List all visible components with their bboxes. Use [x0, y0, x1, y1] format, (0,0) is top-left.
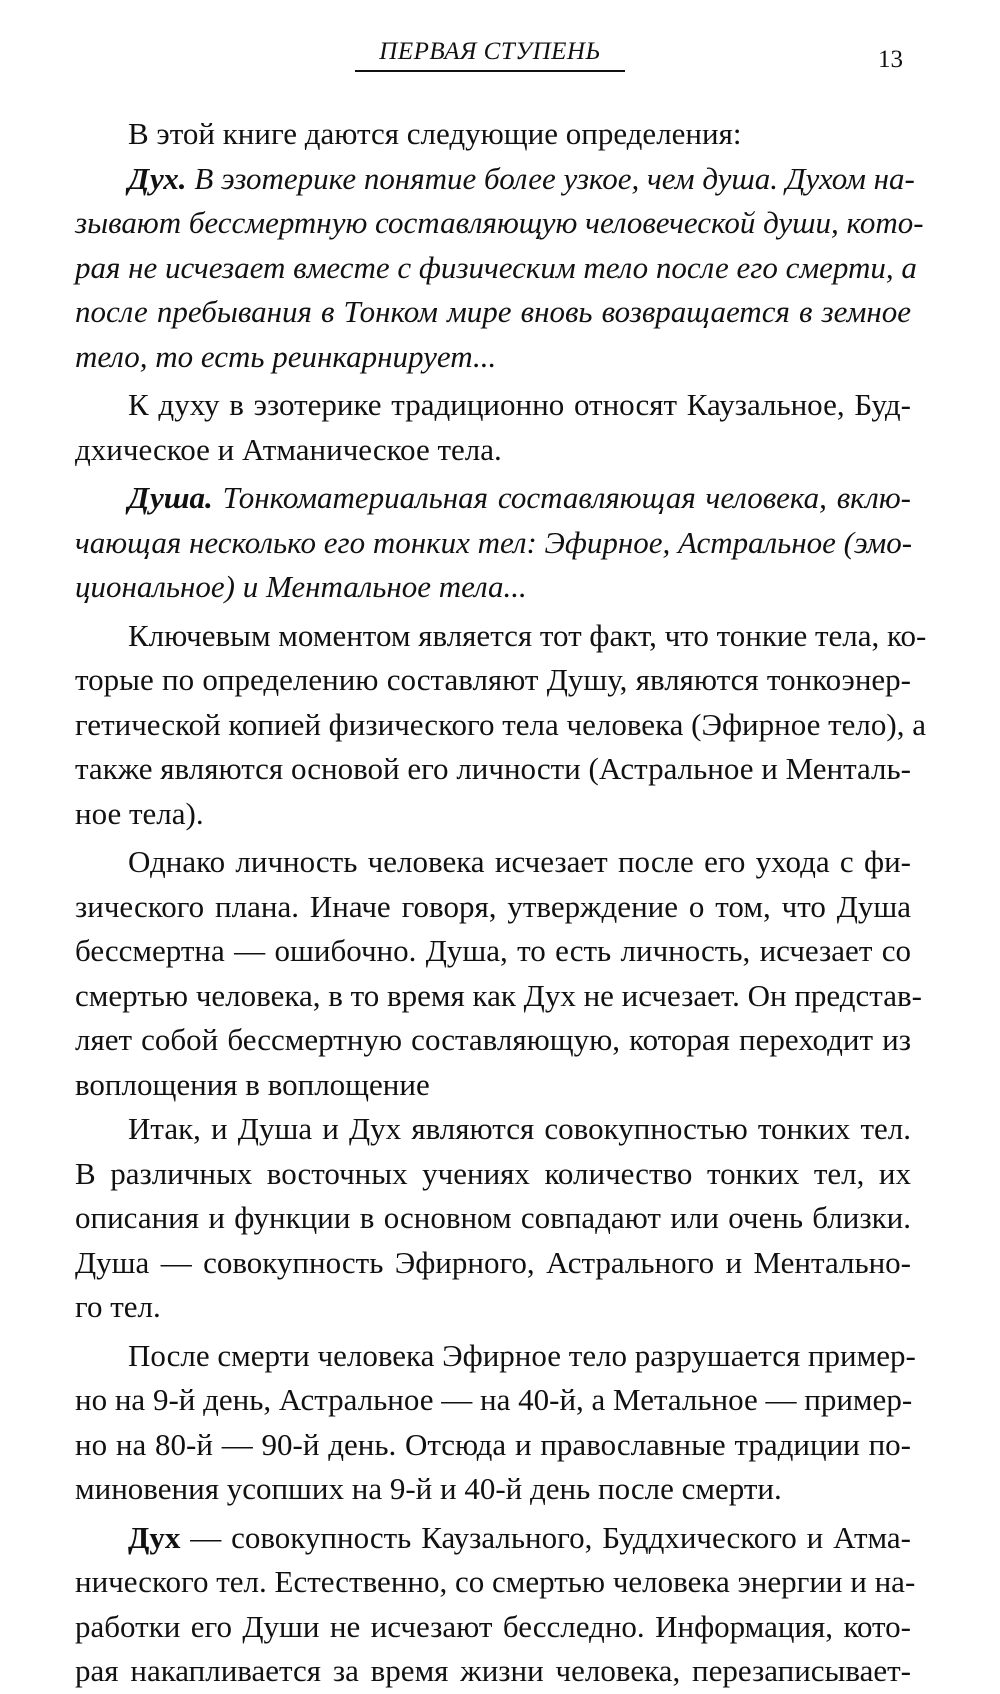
text-line: После смерти человека Эфирное тело разрушается пример- [128, 1337, 916, 1373]
text-line: рая не исчезает вместе с физическим тело после его смерти, а [75, 249, 917, 285]
text-fragment: — совокупность Каузального, Буддхического и Атма- [190, 1519, 911, 1555]
text-line: также являются основой его личности (Астральное и Менталь- [75, 751, 911, 786]
definition-line [75, 157, 915, 202]
term-spirit-bold: Дух [128, 1519, 181, 1555]
text-line: торые по определению составляют Душу, являются тонкоэнер- [75, 662, 911, 697]
text-line: дхическое и Атманическое тела. [75, 431, 502, 467]
term-spirit: Дух. [128, 160, 187, 196]
text-line: рая накапливается за время жизни человека, перезаписывает- [75, 1653, 911, 1688]
text-line: описания и функции в основном совпадают или очень близки. [75, 1200, 911, 1235]
text-line: гетической копией физического тела человека (Эфирное тело), а [75, 706, 926, 742]
term-soul: Душа. [128, 480, 213, 515]
body-text [75, 112, 927, 1694]
text-fragment: В эзотерике понятие более узкое, чем душа. Духом на- [194, 160, 915, 196]
text-line: циональное) и Ментальное тела... [75, 569, 527, 604]
text-line: зического плана. Иначе говоря, утверждение о том, что Душа [75, 888, 911, 924]
definition-line [75, 1516, 911, 1561]
text-line: ляет собой бессмертную составляющую, которая переходит из [75, 1022, 911, 1057]
text-line: Однако личность человека исчезает после его ухода с фи- [128, 844, 911, 879]
text-fragment: Тонкоматериальная составляющая человека, вклю- [222, 480, 911, 515]
text-line: работки его Души не исчезают бесследно. Информация, кото- [75, 1608, 911, 1644]
text-line: В различных восточных учениях количество тонких тел, их [75, 1155, 911, 1191]
text-line: зывают бессмертную составляющую человеческой души, кото- [75, 205, 924, 240]
text-line: ное тела). [75, 795, 204, 831]
text-line: но на 9-й день, Астральное — на 40-й, а Метальное — пример- [75, 1382, 913, 1417]
text-line: воплощения в воплощение [75, 1066, 430, 1102]
text-line: бессмертна — ошибочно. Душа, то есть личность, исчезает со [75, 933, 911, 968]
text-line: нического тел. Естественно, со смертью человека энергии и на- [75, 1564, 916, 1599]
running-title: ПЕРВАЯ СТУПЕНЬ [355, 38, 625, 72]
text-line: тело, то есть реинкарнирует... [75, 338, 497, 374]
text-line: К духу в эзотерике традиционно относят Каузальное, Буд- [128, 387, 911, 422]
text-line: но на 80-й — 90-й день. Отсюда и православные традиции по- [75, 1426, 911, 1462]
page-number: 13 [878, 46, 903, 73]
definition-line [75, 476, 911, 521]
text-line: чающая несколько его тонких тел: Эфирное, Астральное (эмо- [75, 524, 913, 560]
text-line: миновения усопших на 9-й и 40-й день после смерти. [75, 1471, 782, 1506]
text-line: после пребывания в Тонком мире вновь возвращается в земное [75, 294, 911, 329]
text-line: Итак, и Душа и Дух являются совокупностью тонких тел. [128, 1111, 911, 1146]
text-line: Ключевым моментом является тот факт, что тонкие тела, ко- [128, 617, 927, 653]
text-line: смертью человека, в то время как Дух не исчезает. Он представ- [75, 977, 922, 1013]
text-line: Душа — совокупность Эфирного, Астрального и Ментально- [75, 1244, 911, 1280]
text-line: В этой книге даются следующие определения: [128, 116, 742, 151]
text-line: го тел. [75, 1289, 161, 1324]
